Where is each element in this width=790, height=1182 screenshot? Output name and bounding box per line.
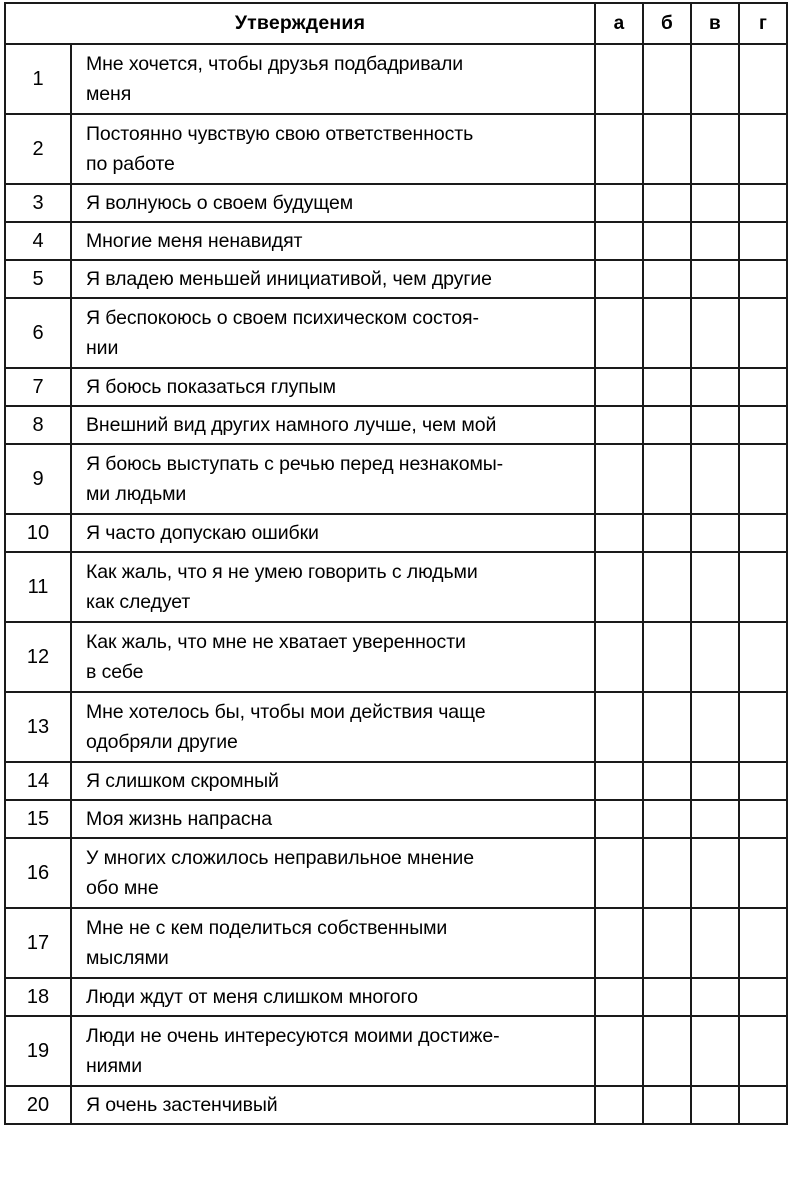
statement-line: Мне хочется, чтобы друзья подбадривали [86, 53, 464, 75]
answer-cell-a[interactable] [595, 368, 643, 406]
answer-cell-a[interactable] [595, 800, 643, 838]
answer-cell-b[interactable] [643, 838, 691, 908]
answer-cell-b[interactable] [643, 1016, 691, 1086]
row-number: 13 [5, 692, 71, 762]
answer-cell-g[interactable] [739, 184, 787, 222]
answer-cell-b[interactable] [643, 1086, 691, 1124]
answer-cell-b[interactable] [643, 406, 691, 444]
answer-cell-a[interactable] [595, 514, 643, 552]
statement-line: Я очень застенчивый [86, 1094, 278, 1116]
row-number: 16 [5, 838, 71, 908]
table-row [5, 978, 787, 1016]
row-number: 6 [5, 298, 71, 368]
statement-text [71, 1086, 595, 1124]
answer-cell-b[interactable] [643, 908, 691, 978]
table-row [5, 552, 787, 622]
questionnaire-table [4, 2, 788, 1125]
answer-cell-b[interactable] [643, 692, 691, 762]
answer-cell-a[interactable] [595, 552, 643, 622]
answer-cell-g[interactable] [739, 44, 787, 114]
answer-cell-b[interactable] [643, 762, 691, 800]
statement-text [71, 622, 595, 692]
statement-line: как следует [86, 591, 191, 613]
answer-cell-v[interactable] [691, 184, 739, 222]
table-row [5, 368, 787, 406]
statement-text [71, 838, 595, 908]
statement-line: Люди ждут от меня слишком многого [86, 986, 418, 1008]
column-header-option-v: в [691, 3, 739, 44]
statement-line: в себе [86, 661, 144, 683]
statement-line: по работе [86, 153, 175, 175]
statement-line: мыслями [86, 947, 169, 969]
answer-cell-b[interactable] [643, 978, 691, 1016]
column-header-statements: Утверждения [5, 3, 595, 44]
statement-line: Как жаль, что мне не хватает уверенности [86, 631, 466, 653]
answer-cell-b[interactable] [643, 444, 691, 514]
answer-cell-g[interactable] [739, 368, 787, 406]
answer-cell-v[interactable] [691, 622, 739, 692]
statement-text [71, 514, 595, 552]
answer-cell-a[interactable] [595, 838, 643, 908]
row-number: 7 [5, 368, 71, 406]
row-number: 4 [5, 222, 71, 260]
statement-line: Мне не с кем поделиться собственными [86, 917, 448, 939]
statement-line: Я слишком скромный [86, 770, 279, 792]
answer-cell-g[interactable] [739, 298, 787, 368]
row-number: 17 [5, 908, 71, 978]
row-number: 15 [5, 800, 71, 838]
answer-cell-a[interactable] [595, 622, 643, 692]
statement-line: Как жаль, что я не умею говорить с людьми [86, 561, 478, 583]
table-body [5, 44, 787, 1124]
statement-line: одобряли другие [86, 731, 238, 753]
table-row [5, 514, 787, 552]
statement-text [71, 552, 595, 622]
statement-text [71, 44, 595, 114]
statement-line: ми людьми [86, 483, 187, 505]
statement-line: Многие меня ненавидят [86, 230, 303, 252]
statement-line: меня [86, 83, 132, 105]
statement-line: обо мне [86, 877, 159, 899]
answer-cell-v[interactable] [691, 222, 739, 260]
statement-line: нии [86, 337, 119, 359]
table-row [5, 184, 787, 222]
statement-line: Я боюсь выступать с речью перед незнакомы- [86, 453, 504, 475]
answer-cell-g[interactable] [739, 406, 787, 444]
statement-text [71, 368, 595, 406]
answer-cell-g[interactable] [739, 260, 787, 298]
table-row [5, 298, 787, 368]
statement-text [71, 222, 595, 260]
answer-cell-a[interactable] [595, 692, 643, 762]
answer-cell-b[interactable] [643, 44, 691, 114]
answer-cell-g[interactable] [739, 762, 787, 800]
answer-cell-v[interactable] [691, 978, 739, 1016]
answer-cell-a[interactable] [595, 184, 643, 222]
answer-cell-g[interactable] [739, 114, 787, 184]
statement-line: Я часто допускаю ошибки [86, 522, 319, 544]
table-row [5, 444, 787, 514]
table-row [5, 44, 787, 114]
answer-cell-a[interactable] [595, 1016, 643, 1086]
statement-line: Я владею меньшей инициативой, чем другие [86, 268, 492, 290]
statement-text [71, 260, 595, 298]
column-header-option-g: г [739, 3, 787, 44]
answer-cell-v[interactable] [691, 514, 739, 552]
answer-cell-g[interactable] [739, 222, 787, 260]
table-header [5, 3, 787, 44]
answer-cell-g[interactable] [739, 908, 787, 978]
statement-line: Я беспокоюсь о своем психическом состоя- [86, 307, 479, 329]
statement-line: ниями [86, 1055, 143, 1077]
answer-cell-b[interactable] [643, 552, 691, 622]
answer-cell-b[interactable] [643, 514, 691, 552]
answer-cell-g[interactable] [739, 692, 787, 762]
table-row [5, 622, 787, 692]
answer-cell-g[interactable] [739, 444, 787, 514]
statement-line: Мне хотелось бы, чтобы мои действия чаще [86, 701, 486, 723]
table-row [5, 1086, 787, 1124]
header-row [5, 3, 787, 44]
table-row [5, 114, 787, 184]
answer-cell-b[interactable] [643, 298, 691, 368]
row-number: 1 [5, 44, 71, 114]
answer-cell-v[interactable] [691, 692, 739, 762]
answer-cell-g[interactable] [739, 552, 787, 622]
answer-cell-v[interactable] [691, 444, 739, 514]
row-number: 14 [5, 762, 71, 800]
answer-cell-b[interactable] [643, 800, 691, 838]
answer-cell-v[interactable] [691, 1016, 739, 1086]
answer-cell-a[interactable] [595, 908, 643, 978]
column-header-option-b: б [643, 3, 691, 44]
answer-cell-b[interactable] [643, 222, 691, 260]
statement-line: Я боюсь показаться глупым [86, 376, 336, 398]
statement-text [71, 184, 595, 222]
statement-text [71, 692, 595, 762]
statement-text [71, 762, 595, 800]
answer-cell-a[interactable] [595, 260, 643, 298]
answer-cell-a[interactable] [595, 762, 643, 800]
row-number: 11 [5, 552, 71, 622]
statement-line: Я волнуюсь о своем будущем [86, 192, 354, 214]
row-number: 10 [5, 514, 71, 552]
answer-cell-b[interactable] [643, 114, 691, 184]
answer-cell-g[interactable] [739, 838, 787, 908]
answer-cell-b[interactable] [643, 260, 691, 298]
answer-cell-g[interactable] [739, 1016, 787, 1086]
answer-cell-a[interactable] [595, 978, 643, 1016]
answer-cell-v[interactable] [691, 1086, 739, 1124]
table-row [5, 1016, 787, 1086]
answer-cell-g[interactable] [739, 978, 787, 1016]
answer-cell-b[interactable] [643, 622, 691, 692]
statement-text [71, 298, 595, 368]
table-row [5, 908, 787, 978]
answer-cell-v[interactable] [691, 908, 739, 978]
statement-text [71, 444, 595, 514]
answer-cell-a[interactable] [595, 222, 643, 260]
statement-text [71, 406, 595, 444]
statement-line: Люди не очень интересуются моими достиже- [86, 1025, 500, 1047]
answer-cell-g[interactable] [739, 622, 787, 692]
answer-cell-g[interactable] [739, 514, 787, 552]
statement-text [71, 908, 595, 978]
row-number: 18 [5, 978, 71, 1016]
answer-cell-v[interactable] [691, 838, 739, 908]
answer-cell-a[interactable] [595, 114, 643, 184]
answer-cell-g[interactable] [739, 800, 787, 838]
answer-cell-v[interactable] [691, 406, 739, 444]
row-number: 12 [5, 622, 71, 692]
table-row [5, 260, 787, 298]
statement-text [71, 978, 595, 1016]
answer-cell-b[interactable] [643, 184, 691, 222]
statement-line: Постоянно чувствую свою ответственность [86, 123, 474, 145]
table-row [5, 800, 787, 838]
answer-cell-v[interactable] [691, 552, 739, 622]
statement-text [71, 1016, 595, 1086]
row-number: 3 [5, 184, 71, 222]
row-number: 19 [5, 1016, 71, 1086]
statement-line: Моя жизнь напрасна [86, 808, 272, 830]
answer-cell-v[interactable] [691, 800, 739, 838]
answer-cell-v[interactable] [691, 44, 739, 114]
table-row [5, 838, 787, 908]
answer-cell-v[interactable] [691, 114, 739, 184]
statement-text [71, 800, 595, 838]
statement-line: Внешний вид других намного лучше, чем мой [86, 414, 497, 436]
answer-cell-a[interactable] [595, 406, 643, 444]
row-number: 20 [5, 1086, 71, 1124]
statement-text [71, 114, 595, 184]
statement-line: У многих сложилось неправильное мнение [86, 847, 474, 869]
answer-cell-a[interactable] [595, 44, 643, 114]
row-number: 5 [5, 260, 71, 298]
row-number: 2 [5, 114, 71, 184]
answer-cell-a[interactable] [595, 444, 643, 514]
table-row [5, 406, 787, 444]
answer-cell-a[interactable] [595, 1086, 643, 1124]
answer-cell-v[interactable] [691, 260, 739, 298]
answer-cell-a[interactable] [595, 298, 643, 368]
answer-cell-v[interactable] [691, 368, 739, 406]
table-row [5, 762, 787, 800]
row-number: 8 [5, 406, 71, 444]
column-header-option-a: а [595, 3, 643, 44]
answer-cell-g[interactable] [739, 1086, 787, 1124]
row-number: 9 [5, 444, 71, 514]
answer-cell-v[interactable] [691, 298, 739, 368]
answer-cell-v[interactable] [691, 762, 739, 800]
answer-cell-b[interactable] [643, 368, 691, 406]
table-row [5, 222, 787, 260]
table-row [5, 692, 787, 762]
